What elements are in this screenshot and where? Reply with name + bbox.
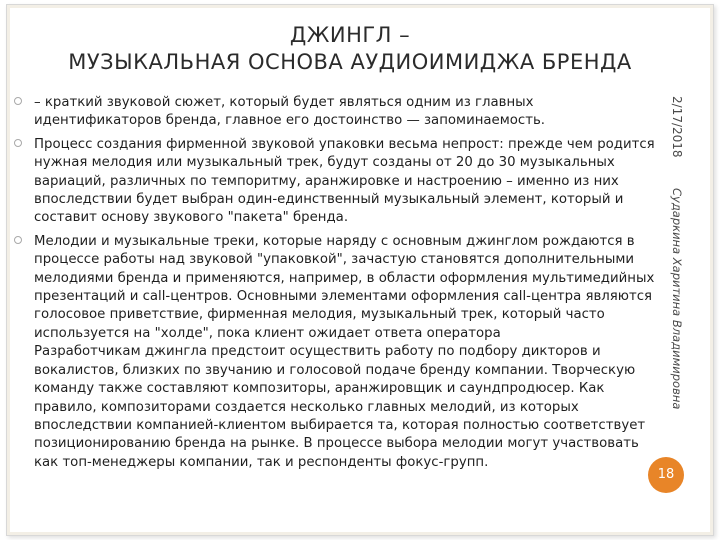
slide-title (20, 22, 680, 76)
page-number-badge: 18 (648, 457, 684, 493)
slide-author: Сударкина Харитина Владимировна (670, 188, 684, 410)
bullet-text: – краткий звуковой сюжет, который будет являться одним из главных идентификаторов бренда, главное его достоинство — запоминаемость. (34, 95, 546, 129)
circle-bullet-icon (14, 236, 22, 244)
bullet-paragraph: Мелодии и музыкальные треки, которые наряду с основным джинглом рождаются в процессе работы над звуковой "упаковкой", зачастую становятся дополнительными мелодиями бренда и применяются, например, в области оформления мультимедийных презентаций и call-центров. Основными элементами оформления call-центра являются голосовое приветствие, фирменная мелодия, музыкальный трек, который часто используется на "холде", пока клиент ожидает ответа оператора (34, 233, 655, 341)
bullet-item-1 (12, 94, 662, 131)
bullet-item-2 (12, 136, 662, 228)
side-footer (664, 96, 698, 494)
bullet-paragraph: Разработчикам джингла предстоит осуществить работу по подбору дикторов и вокалистов, близких по звучанию и голосовой подаче бренду компании. Творческую команду также составляют композиторы, аранжировщик и саундпродюсер. Как правило, композиторами создается несколько главных мелодий, из которых впоследствии компанией-клиентом выбирается та, которая полностью соответствует позиционированию бренда на рынке. В процессе выбора мелодии могут участвовать как топ-менеджеры компании, так и респонденты фокус-групп. (34, 344, 646, 470)
title-line-2: МУЗЫКАЛЬНАЯ ОСНОВА АУДИОИМИДЖА БРЕНДА (68, 50, 632, 74)
circle-bullet-icon (14, 139, 22, 147)
bullet-text: Процесс создания фирменной звуковой упаковки весьма непрост: прежде чем родится нужная мелодия или музыкальный трек, будут созданы от 20 до 30 музыкальных вариаций, различных по темпоритму, аранжировке и настроению – именно из них впоследствии будет выбран один-единственный музыкальный элемент, который и составит основу звукового "пакета" бренда. (34, 136, 655, 226)
slide-date: 2/17/2018 (670, 96, 684, 158)
bullet-item-3 (12, 233, 662, 472)
title-line-1: ДЖИНГЛ – (289, 23, 411, 47)
slide-body (12, 94, 662, 477)
circle-bullet-icon (14, 97, 22, 105)
